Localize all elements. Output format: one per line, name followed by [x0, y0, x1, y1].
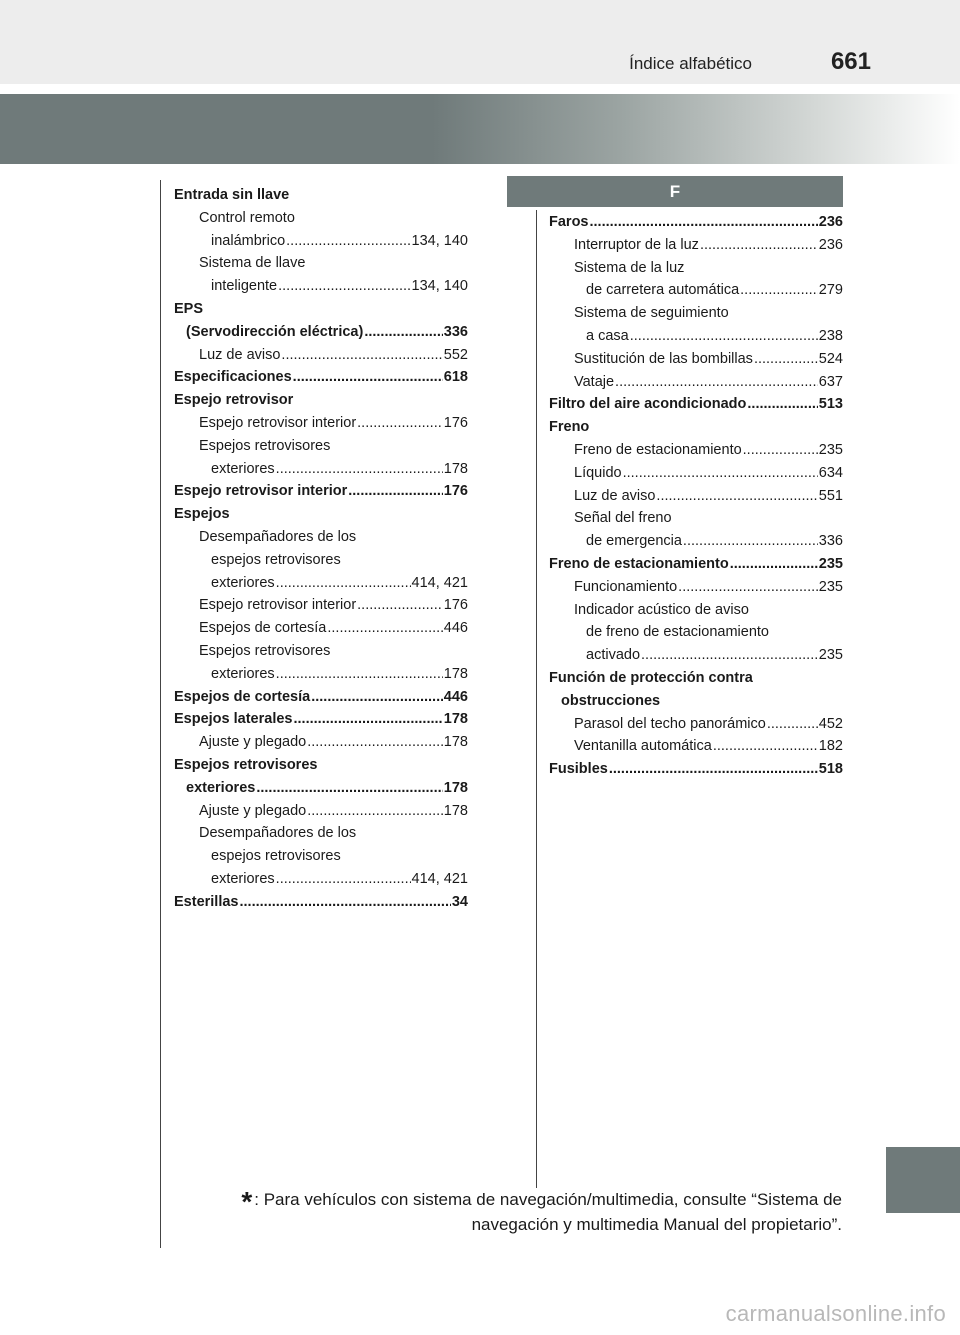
index-entry: [174, 458, 468, 481]
index-entry-page: 336: [818, 533, 843, 550]
index-entry-term: Líquido: [574, 464, 622, 481]
index-entry: [549, 507, 843, 530]
index-entry-term: Sistema de llave: [199, 255, 306, 272]
index-entry: [174, 754, 468, 777]
index-entry-page: 518: [818, 761, 843, 778]
index-entry-term: Vataje: [574, 373, 615, 390]
left-margin-rule: [160, 180, 161, 1248]
index-entry: [549, 348, 843, 371]
index-entry: [549, 462, 843, 485]
index-entry-term: Faros: [549, 214, 589, 230]
index-entry-term: Espejo retrovisor interior: [199, 414, 357, 431]
index-entry-page: 524: [818, 350, 843, 367]
index-entry-page: 235: [818, 441, 843, 458]
index-entry-term: Espejos de cortesía: [174, 688, 311, 705]
index-entry-term: Espejos de cortesía: [199, 620, 327, 637]
index-entry-page: 414, 421: [411, 870, 468, 887]
index-entry: [174, 686, 468, 709]
index-entry: [174, 298, 468, 321]
dot-leader: [615, 371, 818, 394]
index-entry-page: 336: [443, 323, 468, 340]
index-entry-term: Entrada sin llave: [174, 187, 290, 203]
index-entry: [549, 576, 843, 599]
index-entry-term: exteriores: [211, 460, 275, 477]
footnote-text: : Para vehículos con sistema de navegación/multimedia, consulte “Sistema de navegación y multimedia Manual del propietario”.: [254, 1190, 842, 1234]
index-entry: [174, 549, 468, 572]
index-entry-page: 178: [443, 665, 468, 682]
index-entry-term: espejos retrovisores: [211, 551, 341, 568]
index-entry-page: 279: [818, 282, 843, 299]
index-entry: [549, 279, 843, 302]
index-entry-term: Espejos laterales: [174, 711, 293, 728]
index-entry-page: 552: [443, 346, 468, 363]
index-entry-page: 513: [818, 396, 843, 413]
index-entry-page: 236: [818, 214, 843, 230]
index-entry: [174, 344, 468, 367]
index-entry-page: 178: [443, 460, 468, 477]
index-entry-term: Control remoto: [199, 209, 295, 226]
section-letter-bar: [507, 176, 843, 207]
dot-leader: [311, 686, 443, 709]
dot-leader: [307, 731, 443, 754]
dot-leader: [683, 530, 818, 553]
dot-leader: [743, 439, 818, 462]
index-entry-term: Espejos retrovisores: [199, 642, 331, 659]
dot-leader: [730, 553, 818, 576]
index-entry-page: 452: [818, 715, 843, 732]
index-entry-page: 178: [443, 802, 468, 819]
dot-leader: [700, 234, 818, 257]
dot-leader: [348, 480, 443, 503]
index-entry-term: Freno: [549, 419, 590, 436]
index-entry-page: 414, 421: [411, 574, 468, 591]
index-entry: [174, 230, 468, 253]
page-number: 661: [830, 48, 871, 75]
index-entry: [549, 667, 843, 690]
dot-leader: [240, 891, 451, 914]
index-entry-term: Espejos retrovisores: [174, 756, 318, 773]
index-entry: [549, 599, 843, 622]
dot-leader: [740, 279, 818, 302]
index-entry: [174, 526, 468, 549]
index-entry-page: 176: [443, 597, 468, 614]
index-entry-term: exteriores: [211, 574, 275, 591]
index-entry: [549, 735, 843, 758]
index-entry-page: 235: [818, 647, 843, 664]
index-entry-page: 178: [443, 734, 468, 751]
dot-leader: [713, 735, 818, 758]
index-entry: [174, 480, 468, 503]
index-entry-term: exteriores: [186, 779, 256, 796]
index-entry: [174, 503, 468, 526]
index-entry-page: 446: [443, 620, 468, 637]
index-entry-page: 134, 140: [411, 232, 468, 249]
index-column-right: [549, 211, 843, 781]
index-entry-term: Esterillas: [174, 893, 239, 910]
index-entry-term: inalámbrico: [211, 232, 286, 249]
index-entry: [549, 690, 843, 713]
index-entry-term: Fusibles: [549, 761, 608, 778]
index-entry: [174, 800, 468, 823]
index-entry-term: Freno de estacionamiento: [549, 555, 729, 572]
dot-leader: [278, 275, 410, 298]
dot-leader: [357, 594, 443, 617]
index-entry-term: Especificaciones: [174, 369, 292, 386]
index-entry-term: Desempañadores de los: [199, 528, 357, 545]
index-entry-page: 235: [818, 555, 843, 572]
dot-leader: [678, 576, 818, 599]
dot-leader: [276, 572, 411, 595]
index-entry: [174, 868, 468, 891]
index-entry-term: activado: [586, 647, 641, 664]
index-entry-page: 178: [443, 711, 468, 728]
index-entry-page: 634: [818, 464, 843, 481]
index-entry: [174, 184, 468, 207]
index-entry: [549, 416, 843, 439]
index-entry-term: inteligente: [211, 278, 278, 295]
dot-leader: [276, 458, 443, 481]
footnote: [190, 1188, 842, 1236]
index-entry: [549, 530, 843, 553]
index-entry: [174, 389, 468, 412]
index-entry-term: exteriores: [211, 665, 275, 682]
index-entry: [174, 845, 468, 868]
index-entry: [549, 257, 843, 280]
index-entry: [174, 594, 468, 617]
index-entry-term: (Servodirección eléctrica): [186, 323, 364, 340]
index-entry: [174, 412, 468, 435]
index-entry-page: 551: [818, 487, 843, 504]
index-entry: [549, 371, 843, 394]
index-entry: [174, 617, 468, 640]
dot-leader: [307, 800, 443, 823]
index-entry-page: 176: [443, 414, 468, 431]
index-entry: [549, 485, 843, 508]
index-entry-term: Espejos: [174, 506, 230, 523]
index-entry-page: 446: [443, 688, 468, 705]
footnote-marker: *: [241, 1186, 253, 1217]
dot-leader: [590, 211, 818, 234]
index-entry-term: Señal del freno: [574, 510, 672, 527]
index-entry: [549, 713, 843, 736]
index-entry-term: de carretera automática: [586, 282, 740, 299]
index-entry-page: 178: [443, 779, 468, 796]
index-entry: [174, 708, 468, 731]
index-entry: [549, 234, 843, 257]
index-entry: [174, 252, 468, 275]
index-entry-page: 134, 140: [411, 278, 468, 295]
index-entry-term: Sistema de la luz: [574, 259, 685, 276]
index-entry-term: Ajuste y plegado: [199, 734, 307, 751]
index-entry-term: Sustitución de las bombillas: [574, 350, 753, 367]
index-entry: [174, 275, 468, 298]
dot-leader: [281, 344, 442, 367]
dot-leader: [767, 713, 818, 736]
index-entry-page: 236: [818, 236, 843, 253]
dot-leader: [327, 617, 442, 640]
index-entry-term: Espejo retrovisor interior: [199, 597, 357, 614]
index-entry-term: a casa: [586, 327, 629, 344]
dot-leader: [276, 868, 411, 891]
index-entry-page: 235: [818, 578, 843, 595]
dot-leader: [623, 462, 818, 485]
index-entry-term: Luz de aviso: [199, 346, 281, 363]
index-entry-term: Desempañadores de los: [199, 825, 357, 842]
index-entry-term: Freno de estacionamiento: [574, 441, 742, 458]
dot-leader: [357, 412, 443, 435]
column-divider: [536, 210, 537, 1188]
index-entry-page: 182: [818, 738, 843, 755]
index-entry: [549, 302, 843, 325]
index-entry: [549, 439, 843, 462]
index-entry: [174, 822, 468, 845]
index-entry: [549, 393, 843, 416]
dot-leader: [293, 366, 443, 389]
index-entry: [549, 553, 843, 576]
dot-leader: [286, 230, 410, 253]
dot-leader: [747, 393, 817, 416]
index-entry: [174, 891, 468, 914]
index-entry-term: Funcionamiento: [574, 578, 678, 595]
index-column-left: [174, 184, 468, 914]
side-thumb-tab: [886, 1147, 960, 1213]
dot-leader: [754, 348, 818, 371]
index-entry-page: 618: [443, 369, 468, 386]
dot-leader: [276, 663, 443, 686]
dot-leader: [641, 644, 818, 667]
watermark: carmanualsonline.info: [725, 1301, 946, 1326]
dot-leader: [256, 777, 442, 800]
index-entry-term: Espejo retrovisor interior: [174, 483, 348, 500]
index-entry-term: Sistema de seguimiento: [574, 305, 729, 322]
index-entry: [174, 366, 468, 389]
page-title: Índice alfabético: [629, 54, 752, 73]
dot-leader: [364, 321, 442, 344]
index-entry-term: de freno de estacionamiento: [586, 624, 769, 641]
index-entry: [174, 731, 468, 754]
dot-leader: [294, 708, 443, 731]
index-entry-term: Ajuste y plegado: [199, 802, 307, 819]
header-strip: [0, 0, 960, 84]
dot-leader: [656, 485, 817, 508]
index-entry-page: 34: [451, 893, 468, 910]
index-entry-term: Espejo retrovisor: [174, 392, 294, 409]
index-entry-term: Función de protección contra: [549, 669, 753, 686]
index-entry-term: Interruptor de la luz: [574, 236, 699, 253]
index-entry: [549, 211, 843, 234]
index-entry: [174, 640, 468, 663]
index-entry: [549, 758, 843, 781]
index-entry: [174, 572, 468, 595]
index-entry-page: 637: [818, 373, 843, 390]
index-entry-term: obstrucciones: [561, 692, 661, 709]
index-entry-term: Indicador acústico de aviso: [574, 601, 749, 618]
dot-leader: [609, 758, 818, 781]
index-entry-page: 238: [818, 327, 843, 344]
index-entry-term: Luz de aviso: [574, 487, 656, 504]
index-entry: [549, 325, 843, 348]
index-entry: [549, 644, 843, 667]
index-entry-term: exteriores: [211, 870, 275, 887]
header-band: [0, 94, 960, 164]
index-entry-term: Filtro del aire acondicionado: [549, 396, 747, 413]
index-entry-term: de emergencia: [586, 533, 682, 550]
index-entry-page: 176: [443, 483, 468, 500]
index-entry-term: EPS: [174, 300, 204, 317]
index-entry-term: Parasol del techo panorámico: [574, 715, 766, 732]
dot-leader: [630, 325, 818, 348]
index-entry: [174, 777, 468, 800]
index-entry: [549, 621, 843, 644]
section-letter: F: [669, 181, 681, 201]
index-entry-term: espejos retrovisores: [211, 848, 341, 865]
index-entry: [174, 207, 468, 230]
index-entry: [174, 435, 468, 458]
index-entry: [174, 321, 468, 344]
index-entry: [174, 663, 468, 686]
index-entry-term: Espejos retrovisores: [199, 437, 331, 454]
index-entry-term: Ventanilla automática: [574, 738, 712, 755]
